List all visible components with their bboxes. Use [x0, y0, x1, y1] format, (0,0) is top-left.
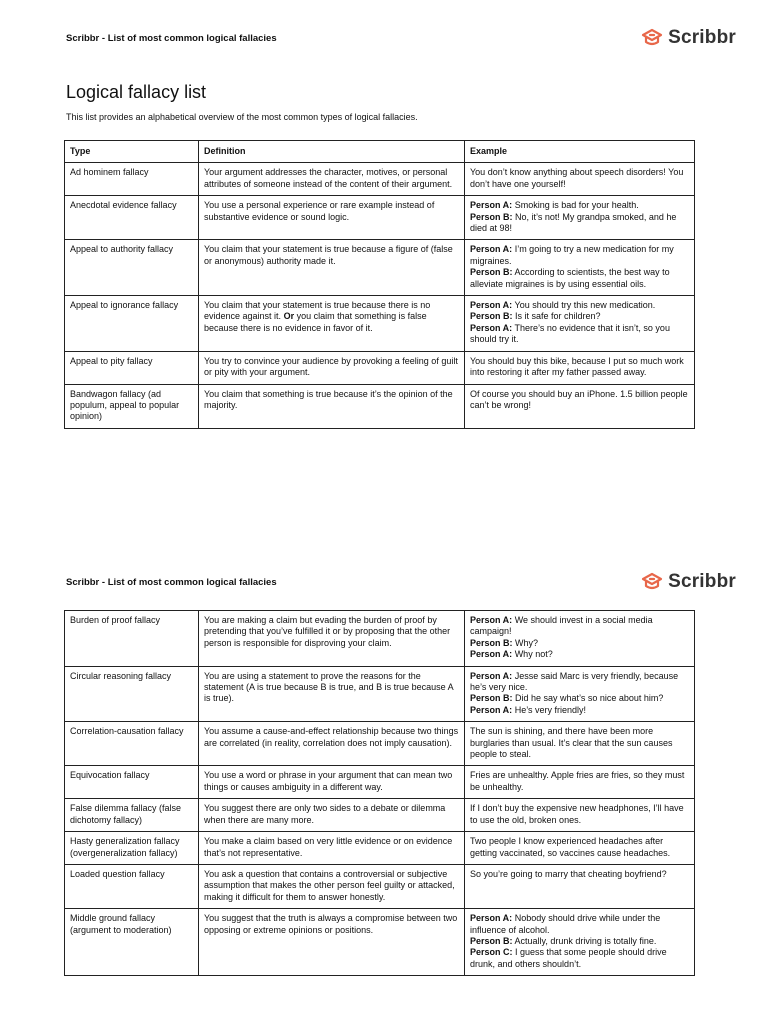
- fallacy-example-cell: [465, 666, 695, 722]
- speaker-label: Person A:: [470, 322, 513, 333]
- example-line: [470, 267, 690, 290]
- fallacy-example-cell: [465, 196, 695, 240]
- fallacy-example-cell: [465, 240, 695, 296]
- fallacy-example-cell: [465, 766, 695, 799]
- table-row: [65, 384, 695, 428]
- example-line: [470, 913, 690, 936]
- table-row: [65, 864, 695, 908]
- fallacy-type-cell: Correlation-causation fallacy: [65, 722, 199, 766]
- table-row: [65, 722, 695, 766]
- example-text: We should invest in a social media campaign!: [470, 615, 653, 637]
- fallacy-example-cell: [465, 864, 695, 908]
- speaker-label: Person A:: [470, 913, 513, 924]
- example-line: [470, 212, 690, 235]
- brand-name: Scribbr: [668, 571, 736, 592]
- fallacy-type-cell: Appeal to ignorance fallacy: [65, 296, 199, 352]
- fallacy-type-cell: Loaded question fallacy: [65, 864, 199, 908]
- speaker-label: Person A:: [470, 300, 513, 311]
- example-line: [470, 649, 690, 660]
- example-text: According to scientists, the best way to alleviate migraines is by using essential oils.: [470, 267, 670, 289]
- table-row: [65, 611, 695, 667]
- definition-emphasis: Or: [283, 311, 295, 322]
- example-line: [470, 638, 690, 649]
- fallacy-type-cell: Ad hominem fallacy: [65, 163, 199, 196]
- example-line: [470, 323, 690, 346]
- fallacy-definition-cell: You try to convince your audience by provoking a feeling of guilt or pity with your argument.: [199, 351, 465, 384]
- page-header: [66, 24, 736, 54]
- speaker-label: Person A:: [470, 200, 513, 211]
- speaker-label: Person A:: [470, 704, 513, 715]
- fallacy-definition-cell: You assume a cause-and-effect relationship because two things are correlated (in reality, correlation does not imply causation).: [199, 722, 465, 766]
- page-title: Logical fallacy list: [66, 82, 207, 102]
- fallacy-definition-cell: You suggest that the truth is always a compromise between two opposing or extreme opinions or positions.: [199, 909, 465, 976]
- speaker-label: Person B:: [470, 935, 513, 946]
- example-text: I guess that some people should drive drunk, and others shouldn’t.: [470, 947, 667, 969]
- example-text: The sun is shining, and there have been more burglaries than usual. It’s clear that the sun causes people to steal.: [470, 726, 673, 760]
- brand-name: Scribbr: [668, 27, 736, 48]
- example-text: Did he say what’s so nice about him?: [512, 693, 664, 704]
- fallacy-type-cell: Middle ground fallacy (argument to moderation): [65, 909, 199, 976]
- speaker-label: Person B:: [470, 211, 513, 222]
- example-text: Jesse said Marc is very friendly, because he’s very nice.: [470, 670, 679, 693]
- example-text: If I don’t buy the expensive new headphones, I’ll have to use the old, broken ones.: [470, 803, 684, 825]
- fallacy-type-cell: Bandwagon fallacy (ad populum, appeal to popular opinion): [65, 384, 199, 428]
- table-body: [65, 163, 695, 428]
- example-line: [470, 947, 690, 970]
- fallacy-example-cell: [465, 351, 695, 384]
- fallacy-table: [64, 610, 695, 976]
- column-header-definition: Definition: [199, 141, 465, 163]
- table-row: [65, 766, 695, 799]
- table-row: [65, 799, 695, 832]
- table-row: [65, 296, 695, 352]
- fallacy-type-cell: Anecdotal evidence fallacy: [65, 196, 199, 240]
- fallacy-type-cell: False dilemma fallacy (false dichotomy fallacy): [65, 799, 199, 832]
- example-text: You should try this new medication.: [512, 300, 656, 311]
- fallacy-definition-cell: You use a word or phrase in your argument that can mean two things or causes ambiguity in a different way.: [199, 766, 465, 799]
- intro-text: This list provides an alphabetical overview of the most common types of logical fallacies.: [66, 112, 418, 122]
- fallacy-definition-cell: Your argument addresses the character, motives, or personal attributes of someone instead of the content of their argument.: [199, 163, 465, 196]
- example-line: [470, 836, 690, 859]
- speaker-label: Person B:: [470, 693, 513, 704]
- fallacy-definition-cell: You are using a statement to prove the reasons for the statement (A is true because B is true, and B is true because A is true).: [199, 666, 465, 722]
- speaker-label: Person A:: [470, 615, 513, 625]
- example-text: Why not?: [512, 649, 553, 660]
- table-row: [65, 163, 695, 196]
- example-line: [470, 803, 690, 826]
- column-header-example: Example: [465, 141, 695, 163]
- fallacy-type-cell: Equivocation fallacy: [65, 766, 199, 799]
- example-text: Actually, drunk driving is totally fine.: [512, 935, 657, 946]
- example-text: He’s very friendly!: [512, 704, 587, 715]
- scribbr-logo: [641, 24, 736, 52]
- fallacy-example-cell: [465, 296, 695, 352]
- table-body: [65, 611, 695, 976]
- example-text: Fries are unhealthy. Apple fries are fries, so they must be unhealthy.: [470, 770, 685, 792]
- fallacy-type-cell: Hasty generalization fallacy (overgeneralization fallacy): [65, 832, 199, 865]
- example-text: Smoking is bad for your health.: [512, 200, 639, 211]
- fallacy-definition-cell: You claim that your statement is true because a figure of (false or anonymous) authority made it.: [199, 240, 465, 296]
- example-line: [470, 869, 690, 880]
- scribbr-logo: [641, 568, 736, 596]
- example-text: You don’t know anything about speech disorders! You don’t have one yourself!: [470, 167, 684, 189]
- fallacy-definition-cell: You claim that something is true because it’s the opinion of the majority.: [199, 384, 465, 428]
- speaker-label: Person B:: [470, 637, 513, 648]
- fallacy-type-cell: Circular reasoning fallacy: [65, 666, 199, 722]
- fallacy-definition-cell: You are making a claim but evading the burden of proof by pretending that you’ve fulfilled it or by proposing that the other person is responsible for disproving your claim.: [199, 611, 465, 667]
- fallacy-example-cell: [465, 909, 695, 976]
- speaker-label: Person A:: [470, 649, 513, 660]
- table-header-row: [65, 141, 695, 163]
- speaker-label: Person C:: [470, 947, 513, 958]
- definition-text: You claim that your statement is true because there is no evidence against it.: [204, 300, 431, 322]
- fallacy-example-cell: [465, 722, 695, 766]
- fallacy-example-cell: [465, 163, 695, 196]
- fallacy-definition-cell: You ask a question that contains a controversial or subjective assumption that makes the other person feel guilty or attacked, making it difficult for them to answer honestly.: [199, 864, 465, 908]
- fallacy-example-cell: [465, 384, 695, 428]
- table-row: [65, 909, 695, 976]
- fallacy-definition-cell: You suggest there are only two sides to a debate or dilemma when there are many more.: [199, 799, 465, 832]
- example-line: [470, 770, 690, 793]
- fallacy-type-cell: Appeal to authority fallacy: [65, 240, 199, 296]
- fallacy-example-cell: [465, 611, 695, 667]
- example-text: I’m going to try a new medication for my migraines.: [470, 244, 674, 266]
- example-line: [470, 244, 690, 267]
- example-line: [470, 200, 690, 211]
- fallacy-definition-cell: [199, 296, 465, 352]
- example-text: Nobody should drive while under the influence of alcohol.: [470, 913, 661, 935]
- example-text: So you’re going to marry that cheating boyfriend?: [470, 868, 667, 879]
- speaker-label: Person A:: [470, 244, 513, 255]
- speaker-label: Person B:: [470, 267, 513, 278]
- fallacy-type-cell: Appeal to pity fallacy: [65, 351, 199, 384]
- example-line: [470, 389, 690, 412]
- fallacy-table: [64, 140, 695, 429]
- example-line: [470, 300, 690, 311]
- graduation-cap-icon: [641, 572, 663, 592]
- example-line: [470, 705, 690, 716]
- example-text: No, it’s not! My grandpa smoked, and he died at 98!: [470, 211, 677, 234]
- example-line: [470, 356, 690, 379]
- example-text: Of course you should buy an iPhone. 1.5 billion people can’t be wrong!: [470, 388, 688, 410]
- speaker-label: Person A:: [470, 670, 513, 681]
- definition-text: you claim that something is false because there is no evidence in favor of it.: [204, 311, 427, 333]
- example-line: [470, 615, 690, 638]
- speaker-label: Person B:: [470, 311, 513, 322]
- example-text: You should buy this bike, because I put so much work into restoring it after my father passed away.: [470, 355, 684, 378]
- table-row: [65, 196, 695, 240]
- example-line: [470, 693, 690, 704]
- header-title: Scribbr - List of most common logical fallacies: [66, 33, 277, 44]
- table-row: [65, 832, 695, 865]
- example-text: Two people I know experienced headaches after getting vaccinated, so vaccines cause headaches.: [470, 836, 671, 858]
- table-row: [65, 351, 695, 384]
- example-line: [470, 671, 690, 694]
- column-header-type: Type: [65, 141, 199, 163]
- example-line: [470, 936, 690, 947]
- example-line: [470, 167, 690, 190]
- example-line: [470, 311, 690, 322]
- fallacy-example-cell: [465, 799, 695, 832]
- fallacy-type-cell: Burden of proof fallacy: [65, 611, 199, 667]
- graduation-cap-icon: [641, 28, 663, 48]
- fallacy-definition-cell: You make a claim based on very little evidence or on evidence that’s not representative.: [199, 832, 465, 865]
- example-text: Is it safe for children?: [512, 311, 601, 322]
- header-title: Scribbr - List of most common logical fallacies: [66, 577, 277, 588]
- page-header: [66, 568, 736, 598]
- fallacy-example-cell: [465, 832, 695, 865]
- example-line: [470, 726, 690, 760]
- fallacy-definition-cell: You use a personal experience or rare example instead of substantive evidence or sound logic.: [199, 196, 465, 240]
- example-text: There’s no evidence that it isn’t, so you should try it.: [470, 322, 670, 345]
- example-text: Why?: [512, 637, 539, 648]
- table-row: [65, 240, 695, 296]
- table-row: [65, 666, 695, 722]
